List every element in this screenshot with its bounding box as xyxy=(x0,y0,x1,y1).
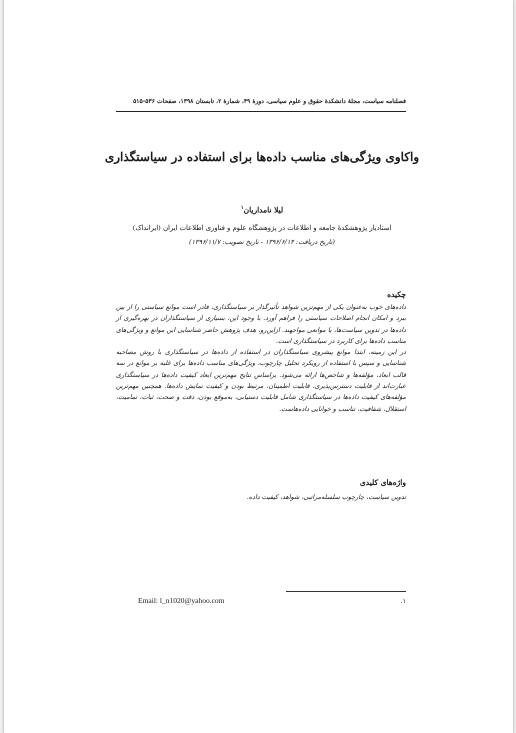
received-accepted-dates: (تاریخ دریافت: ۱۳۹۶/۶/۱۴ - تاریخ تصویب: ۱۳۹۶/۱۱/۷) xyxy=(189,238,335,246)
header-rule xyxy=(116,111,406,112)
article-title: واکاوی ویژگی‌های مناسب داده‌ها برای استفاده در سیاستگذاری xyxy=(104,150,420,164)
author-line xyxy=(84,205,440,215)
running-head: فصلنامه سیاست، مجلهٔ دانشکدهٔ حقوق و علوم سیاسی، دورهٔ ۴۹، شمارهٔ ۲، تابستان ۱۳۹۸، صفحات ۵۳۶-۵۱۵ xyxy=(133,98,406,105)
keywords-list: تدوین سیاست، چارچوب سلسله‌مراتبی، شواهد، کیفیت داده. xyxy=(246,493,406,501)
abstract-paragraph: در این زمینه، ابتدا موانع پیشروی سیاستگذاران در استفاده از داده‌ها در سیاستگذاری با روش مصاحبه شناسایی و سپس با استفاده از رویکرد تحلیل چارچوب، ویژگی‌های مناسب داده‌ها برای غلبه بر موانع در سه قالب ابعاد، مؤلفه‌ها و شاخص‌ها ارائه می‌شود. براساس نتایج مهم‌ترین ابعاد کیفیت داده‌ها در سیاستگذاری عبارت‌اند از قابلیت دسترس‌پذیری، قابلیت اطمینان، مرتبط بودن و کیفیت نمایش داده‌ها. همچنین مهم‌ترین مؤلفه‌های کیفیت داده‌ها در سیاستگذاری شامل قابلیت دستیابی، به‌موقع بودن، دقت و صحت، ثبات، تمامیت، استقلال، شفافیت، تناسب و خوانایی داده‌هاست. xyxy=(116,348,406,413)
abstract-heading: چکیده xyxy=(387,290,406,299)
abstract-body xyxy=(116,302,406,415)
author-email: Email: l_n1020@yahoo.com xyxy=(138,596,225,605)
journal-page xyxy=(3,0,514,733)
keywords-heading: واژه‌های کلیدی xyxy=(359,478,406,487)
abstract-paragraph: داده‌های خوب به‌عنوان یکی از مهم‌ترین شواهد تأثیرگذار بر سیاستگذاری، قادر است موانع سیاستی را از بین ببرد و امکان انجام اصلاحات سیاستی را فراهم آورد. با وجود این، بسیاری از سیاستگذاران در بهره‌گیری از داده‌ها در تدوین سیاست‌ها، با موانعی مواجهند. ازاین‌رو، هدف پژوهش حاضر شناسایی این موانع و ویژگی‌های مناسب داده‌ها برای کاربرد در سیاستگذاری است. xyxy=(116,303,406,345)
author-footnote-marker: ۱ xyxy=(240,205,244,211)
author-name: لیلا نامداریان xyxy=(243,205,284,215)
footnote-rule xyxy=(286,591,406,592)
footnote-marker: ۱. xyxy=(400,597,406,605)
author-affiliation: استادیار پژوهشکدهٔ جامعه و اطلاعات در پژوهشگاه علوم و فناوری اطلاعات ایران (ایرانداک) xyxy=(132,224,392,232)
